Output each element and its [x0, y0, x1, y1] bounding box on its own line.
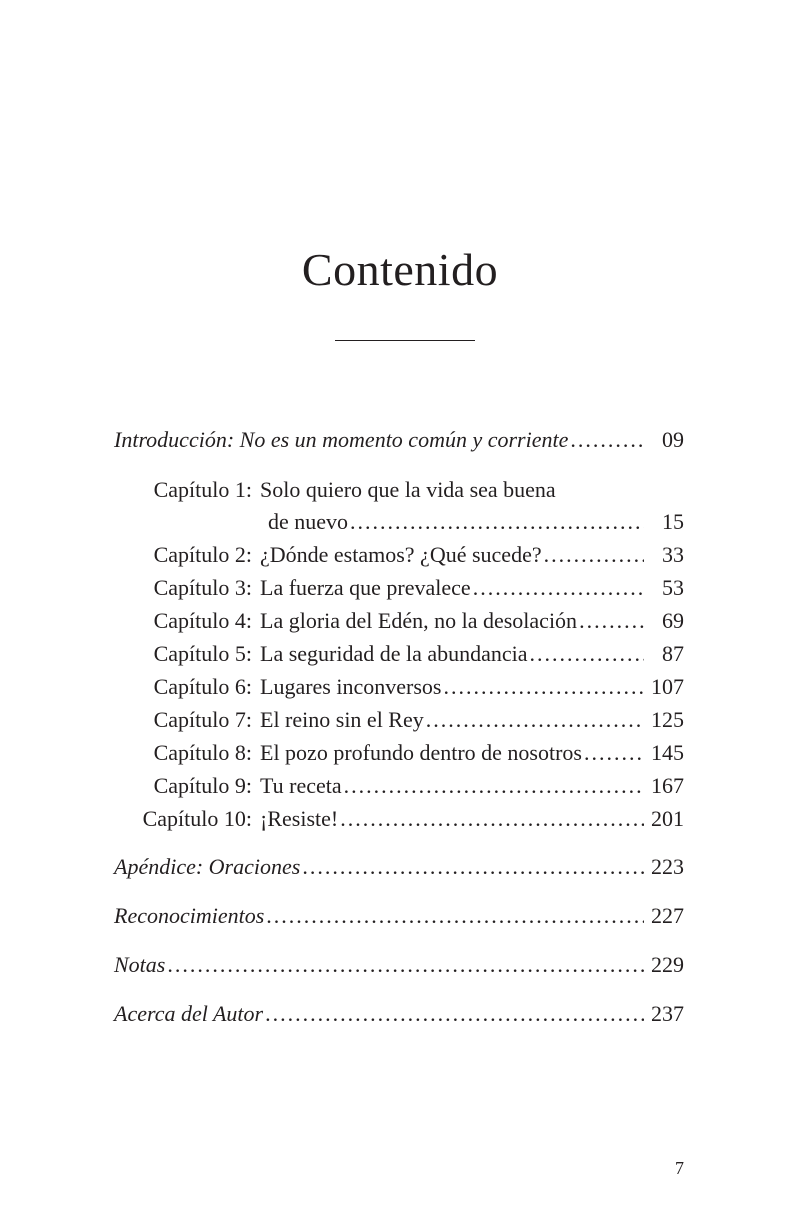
- chapter-label: Capítulo 5:: [153, 641, 252, 666]
- toc-page-number: 145: [651, 740, 684, 765]
- toc-entry-chapter-4[interactable]: [114, 605, 684, 637]
- chapter-label: Capítulo 9:: [153, 773, 252, 798]
- toc-page-number: 229: [651, 952, 684, 977]
- chapter-title: La seguridad de la abundancia: [260, 641, 528, 666]
- toc-page-number: 09: [662, 427, 684, 452]
- toc-page-number: 227: [651, 903, 684, 928]
- dot-leader: [266, 900, 644, 932]
- chapter-title: Solo quiero que la vida sea buena: [260, 477, 556, 502]
- toc-entry-text: Acerca del Autor: [114, 1001, 264, 1026]
- chapter-title: ¿Dónde estamos? ¿Qué sucede?: [260, 542, 542, 567]
- toc-page-number: 167: [651, 773, 684, 798]
- chapter-label: Capítulo 6:: [153, 674, 252, 699]
- toc-entry-chapter-5[interactable]: [114, 638, 684, 670]
- chapter-title: La gloria del Edén, no la desolación: [260, 608, 578, 633]
- toc-entry-text: Notas: [114, 952, 166, 977]
- dot-leader: [340, 803, 644, 835]
- chapter-title: Tu receta: [260, 773, 342, 798]
- toc-entry-chapter-8[interactable]: [114, 737, 684, 769]
- dot-leader: [344, 770, 644, 802]
- dot-leader: [426, 704, 644, 736]
- toc-page-number: 107: [651, 674, 684, 699]
- chapter-label: Capítulo 8:: [153, 740, 252, 765]
- dot-leader: [167, 949, 644, 981]
- toc-page-number: 125: [651, 707, 684, 732]
- toc-entry-introduction[interactable]: [114, 424, 684, 456]
- chapter-title-continued: de nuevo: [268, 509, 349, 534]
- chapter-title: El pozo profundo dentro de nosotros: [260, 740, 582, 765]
- chapter-label: Capítulo 2:: [153, 542, 252, 567]
- toc-page-number: 201: [651, 806, 684, 831]
- toc-entry-chapter-1[interactable]: [114, 474, 684, 506]
- toc-entry-chapter-9[interactable]: [114, 770, 684, 802]
- chapter-title: La fuerza que prevalece: [260, 575, 471, 600]
- chapter-label: Capítulo 10:: [142, 806, 252, 831]
- chapter-label: Capítulo 4:: [153, 608, 252, 633]
- dot-leader: [473, 572, 644, 604]
- dot-leader: [265, 998, 644, 1030]
- dot-leader: [530, 638, 644, 670]
- dot-leader: [350, 506, 644, 538]
- toc-page-number: 223: [651, 854, 684, 879]
- toc-entry-chapter-3[interactable]: [114, 572, 684, 604]
- toc-entry-text: Reconocimientos: [114, 903, 265, 928]
- toc-page-number: 69: [662, 608, 684, 633]
- chapter-label: Capítulo 1:: [153, 477, 252, 502]
- chapter-title: Lugares inconversos: [260, 674, 442, 699]
- toc-page-number: 87: [662, 641, 684, 666]
- title-rule: [335, 340, 475, 341]
- dot-leader: [302, 851, 644, 883]
- toc-entry-chapter-2[interactable]: [114, 539, 684, 571]
- page-title: Contenido: [301, 244, 499, 295]
- toc-entry-chapter-6[interactable]: [114, 671, 684, 703]
- dot-leader: [443, 671, 644, 703]
- toc-entry-text: Apéndice: Oraciones: [114, 854, 301, 879]
- toc-entry-text: Introducción: No es un momento común y corriente: [114, 427, 569, 452]
- dot-leader: [579, 605, 644, 637]
- toc-page-number: 53: [662, 575, 684, 600]
- dot-leader: [544, 539, 644, 571]
- chapter-title: El reino sin el Rey: [260, 707, 424, 732]
- chapter-title: ¡Resiste!: [260, 806, 339, 831]
- toc-entry-chapter-10[interactable]: [114, 803, 684, 835]
- toc-entry-about-author[interactable]: [114, 998, 684, 1030]
- dot-leader: [570, 424, 644, 456]
- toc-entry-acknowledgments[interactable]: [114, 900, 684, 932]
- chapter-label: Capítulo 7:: [153, 707, 252, 732]
- toc-entry-chapter-1-continued[interactable]: [268, 506, 684, 538]
- toc-page-number: 33: [662, 542, 684, 567]
- toc-page-number: 237: [651, 1001, 684, 1026]
- chapter-label: Capítulo 3:: [153, 575, 252, 600]
- toc-page-number: 15: [662, 509, 684, 534]
- page-number-folio: 7: [675, 1158, 684, 1178]
- toc-entry-appendix[interactable]: [114, 851, 684, 883]
- toc-entry-notes[interactable]: [114, 949, 684, 981]
- dot-leader: [584, 737, 644, 769]
- toc-entry-chapter-7[interactable]: [114, 704, 684, 736]
